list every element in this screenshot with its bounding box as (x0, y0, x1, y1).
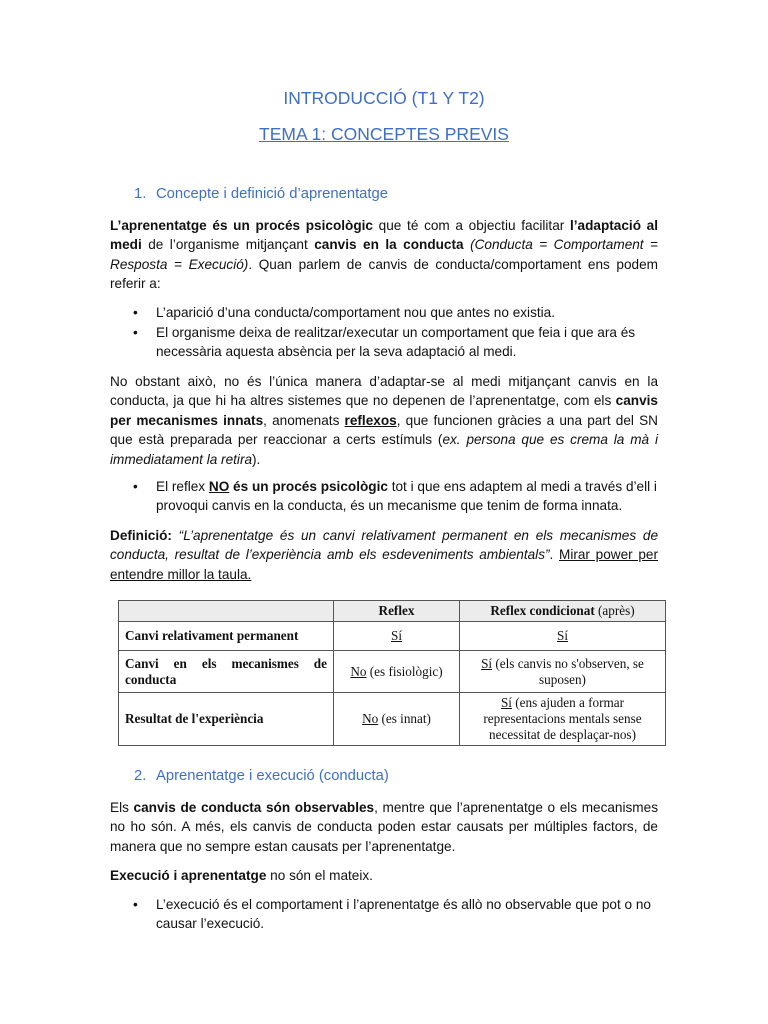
text: conducta (125, 671, 177, 687)
text: (es innat) (378, 711, 431, 726)
text: Canvi en els mecanismes de (125, 655, 327, 671)
text-bold-underline: reflexos (344, 412, 397, 428)
text: , mentre que l’aprenentatge o els mecanismes no ho són. A més, els canvis de conducta poden estar causats per múltiples factors, de manera que no sempre estan causats per l’aprenentatge. (110, 800, 658, 854)
text: de l’organisme mitjançant (141, 237, 315, 253)
bullet-item (133, 477, 658, 516)
text-bold: canvis de conducta són observables (133, 800, 375, 815)
definition-paragraph (110, 526, 658, 584)
comparison-table (118, 600, 666, 746)
text: (après) (594, 603, 635, 618)
bullet-icon: • (133, 305, 138, 320)
document-subtitle: TEMA 1: CONCEPTES PREVIS (259, 124, 509, 144)
text: . Quan parlem de canvis de conducta/comportament ens podem referir a: (110, 256, 658, 292)
table-row-label: Canvi relativament permanent (119, 622, 334, 651)
section-1-paragraph-1 (110, 216, 658, 294)
text-underline: Sí (500, 695, 512, 710)
section-2-heading-text: Aprenentatge i execució (conducta) (156, 768, 389, 784)
table-cell (334, 622, 460, 651)
text: ). (252, 451, 261, 467)
text: no són el mateix. (266, 868, 373, 883)
text-bold: canvis en la conducta (314, 237, 464, 253)
text: tot i que ens adaptem al medi a través d’ell i provoqui canvis en la conducta, és un mecanisme que tenim de forma innata. (156, 479, 657, 514)
table-cell (334, 651, 460, 693)
text: (ens ajuden a formar representacions mentals sense necessitat de desplaçar-nos) (483, 695, 642, 742)
bullet-icon: • (133, 325, 138, 340)
section-2-heading (134, 768, 389, 784)
section-2-paragraph-1 (110, 798, 658, 856)
table-cell (460, 622, 666, 651)
text-italic: (Conducta = Comportament = Resposta = Execució) (110, 237, 658, 272)
bullet-item (133, 303, 658, 322)
table-header-cell: Reflex (334, 601, 460, 622)
bullet-item (133, 895, 658, 934)
text-bold: Execució i aprenentatge (110, 868, 267, 883)
section-1-number: 1. (134, 186, 147, 202)
section-1-heading-text: Concepte i definició d’aprenentatge (156, 186, 388, 202)
section-1-heading (134, 186, 388, 202)
text-underline: No (350, 663, 367, 679)
text: , que funcionen gràcies a una part del SN que està preparada per reaccionar a certs estímuls ( (110, 412, 659, 448)
text-underline: Sí (391, 628, 402, 643)
text: , anomenats (263, 412, 345, 428)
definition-quote: “L’aprenentatge és un canvi relativament permanent en els mecanismes de conducta, resultat de l’experiència amb els esdeveniments ambientals” (110, 528, 658, 563)
bullet-icon: • (133, 897, 138, 912)
text: . (549, 547, 559, 563)
bullet-item (133, 323, 658, 362)
table-header-row (119, 601, 666, 622)
text-bold: és un procés psicològic (229, 479, 388, 494)
document-title: INTRODUCCIÓ (T1 Y T2) (283, 88, 485, 108)
text: El reflex (156, 479, 209, 494)
bullet-text: El organisme deixa de realitzar/executar un comportament que feia i que ara és necessària aquesta absència per la seva adaptació al medi. (156, 325, 636, 360)
text: (els canvis no s'observen, se suposen) (492, 655, 644, 687)
text-underline: No (362, 711, 379, 726)
table-cell (334, 693, 460, 746)
definition-note: Mirar power per entendre millor la taula. (110, 547, 658, 582)
definition-label: Definició: (110, 528, 172, 543)
bullet-text (133, 477, 658, 516)
table-header-cell (119, 601, 334, 622)
text-bold: Reflex condicionat (490, 603, 595, 618)
section-1-paragraph-2 (110, 372, 658, 469)
text: Els (110, 800, 134, 815)
text-bold-underline: NO (208, 479, 230, 494)
text-italic: ex. persona que es crema la mà i immediatament la retira (110, 432, 658, 467)
bullet-text: L’aparició d’una conducta/comportament nou que antes no existia. (156, 305, 556, 320)
text: que té com a objectiu facilitar (372, 218, 570, 233)
section-2-number: 2. (134, 768, 147, 784)
table-row-label (119, 651, 334, 693)
section-2-paragraph-2 (110, 866, 658, 885)
table-row (119, 622, 666, 651)
text: (es fisiològic) (366, 663, 443, 679)
text-bold: L’aprenentatge és un procés psicològic (110, 218, 373, 233)
text-underline: Sí (481, 655, 493, 671)
bullet-icon: • (133, 479, 138, 494)
bullet-text: L’execució és el comportament i l’aprenentatge és allò no observable que pot o no causar l’execució. (156, 897, 651, 932)
text-bold: canvis per mecanismes innats (110, 393, 658, 428)
text-bold: l’adaptació al medi (110, 218, 659, 253)
table-row (119, 651, 666, 693)
table-cell (460, 651, 666, 693)
table-header-cell (460, 601, 666, 622)
table-row-label: Resultat de l'experiència (119, 693, 334, 746)
text-underline: Sí (557, 628, 568, 643)
text: No obstant això, no és l’única manera d’adaptar-se al medi mitjançant canvis en la conducta, ja que hi ha altres sistemes que no depenen de l’aprenentatge, com els (110, 374, 658, 409)
table-row (119, 693, 666, 746)
table-cell (460, 693, 666, 746)
